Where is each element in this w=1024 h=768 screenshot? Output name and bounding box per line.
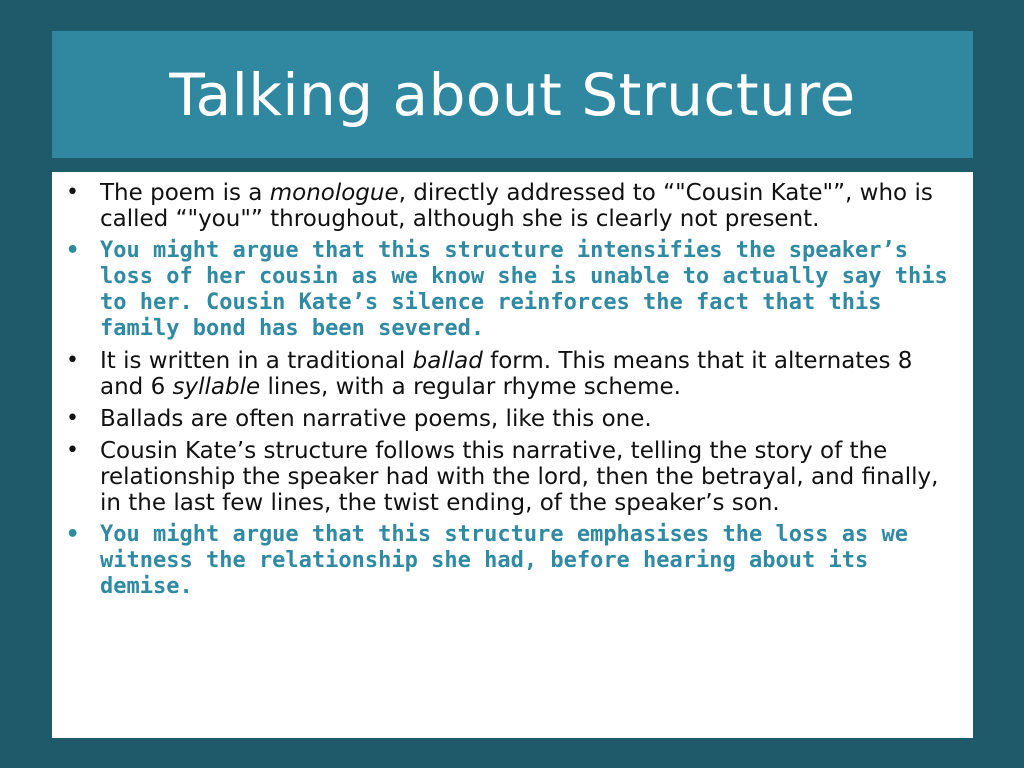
bullet-text: Cousin Kate’s structure follows this narrative, telling the story of the relationship the speaker had with the lord, then the betrayal, and finally, in the last few lines, the twist ending, of the speaker’s son. [100, 438, 939, 516]
bullet-dot: • [66, 180, 79, 205]
bullet-italic: syllable [172, 374, 261, 400]
bullet-structure-story [62, 438, 959, 516]
bullet-argument-intensifies [62, 238, 959, 342]
bullet-ballad-form [62, 348, 959, 400]
bullet-dot: • [66, 348, 79, 373]
bullet-text: form. This means that it alternates 8 and 6 [100, 348, 913, 400]
bullet-text: You might argue that this structure intensifies the speaker’s loss of her cousin as we know she is unable to actually say this to her. Cousin Kate’s silence reinforces the fact that this family bond has been severed. [100, 238, 948, 341]
bullet-text: lines, with a regular rhyme scheme. [260, 374, 681, 400]
bullet-text: The poem is a [100, 180, 270, 206]
bullet-italic: monologue [269, 180, 399, 206]
title-bar [52, 31, 973, 158]
bullet-dot: • [66, 438, 79, 463]
bullet-text: You might argue that this structure emphasises the loss as we witness the relationship she had, before hearing about its demise. [100, 522, 908, 599]
bullet-argument-emphasises [62, 522, 959, 600]
bullet-text: Ballads are often narrative poems, like this one. [100, 406, 652, 432]
bullet-monologue [62, 180, 959, 232]
bullet-list [62, 180, 959, 600]
slide-title: Talking about Structure [169, 60, 856, 129]
bullet-dot: • [66, 238, 80, 263]
bullet-dot: • [66, 406, 79, 431]
bullet-text: , directly addressed to “"Cousin Kate"”, who is called “"you"” throughout, although she is clearly not present. [100, 180, 933, 232]
content-panel [52, 172, 973, 738]
bullet-italic: ballad [412, 348, 483, 374]
bullet-text: It is written in a traditional [100, 348, 413, 374]
bullet-dot: • [66, 522, 80, 547]
bullet-narrative [62, 406, 959, 432]
